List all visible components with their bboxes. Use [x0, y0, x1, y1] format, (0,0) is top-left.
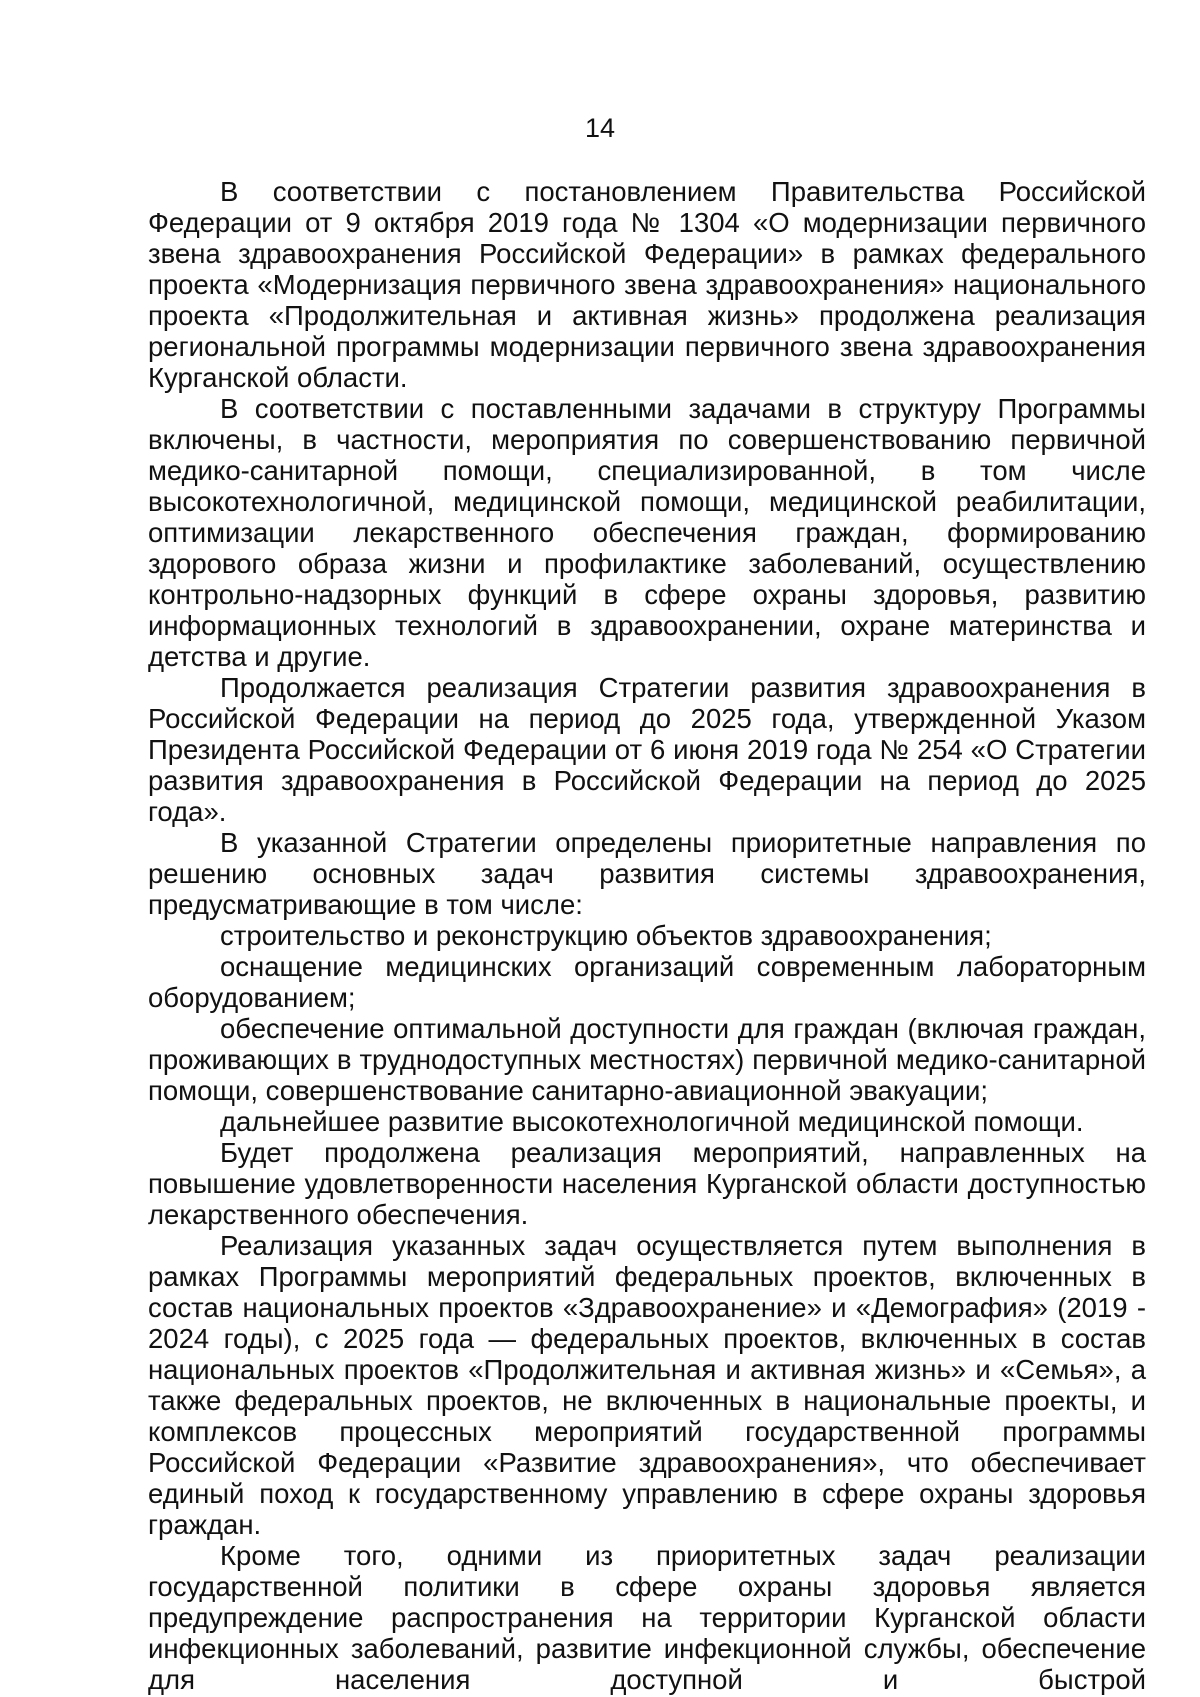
- list-item-construction: строительство и реконструкцию объектов здравоохранения;: [220, 920, 992, 951]
- list-item-primary-care-access: обеспечение оптимальной доступности для граждан (включая граждан, проживающих в труднодоступных местностях) первичной медико-санитарной помощи, совершенствование санитарно-авиационной эвакуации;: [148, 1013, 1146, 1106]
- paragraph-strategy-2025: Продолжается реализация Стратегии развития здравоохранения в Российской Федерации на период до 2025 года, утвержденной Указом Президента Российской Федерации от 6 июня 2019 года № 254 «О Стратегии развития здравоохранения в Российской Федерации на период до 2025 года».: [148, 672, 1146, 827]
- paragraph-program-structure: В соответствии с поставленными задачами в структуру Программы включены, в частности, мероприятия по совершенствованию первичной медико-санитарной помощи, специализированной, в том числе высокотехнологичной, медицинской помощи, медицинской реабилитации, оптимизации лекарственного обеспечения граждан, формированию здорового образа жизни и профилактике заболеваний, осуществлению контрольно-надзорных функций в сфере охраны здоровья, развитию информационных технологий в здравоохранении, охране материнства и детства и другие.: [148, 393, 1146, 672]
- paragraph-federal-projects: Реализация указанных задач осуществляется путем выполнения в рамках Программы мероприятий федеральных проектов, включенных в состав национальных проектов «Здравоохранение» и «Демография» (2019 - 2024 годы), с 2025 года — федеральных проектов, включенных в состав национальных проектов «Продолжительная и активная жизнь» и «Семья», а также федеральных проектов, не включенных в национальные проекты, и комплексов процессных мероприятий государственной программы Российской Федерации «Развитие здравоохранения», что обеспечивает единый поход к государственному управлению в сфере охраны здоровья граждан.: [148, 1230, 1146, 1540]
- paragraph-infection-control: Кроме того, одними из приоритетных задач реализации государственной политики в сфере охраны здоровья является предупреждение распространения на территории Курганской области инфекционных заболеваний, развитие инфекционной службы, обеспечение для населения доступной и быстрой: [148, 1540, 1146, 1695]
- list-item-high-tech-care: дальнейшее развитие высокотехнологичной медицинской помощи.: [220, 1106, 1084, 1137]
- paragraph-primary-care-modernization: В соответствии с постановлением Правительства Российской Федерации от 9 октября 2019 года № 1304 «О модернизации первичного звена здравоохранения Российской Федерации» в рамках федерального проекта «Модернизация первичного звена здравоохранения» национального проекта «Продолжительная и активная жизнь» продолжена реализация региональной программы модернизации первичного звена здравоохранения Курганской области.: [148, 176, 1146, 393]
- page-number: 14: [584, 113, 616, 143]
- document-body: [148, 176, 1146, 1695]
- paragraph-drug-supply: Будет продолжена реализация мероприятий, направленных на повышение удовлетворенности населения Курганской области доступностью лекарственного обеспечения.: [148, 1137, 1146, 1230]
- paragraph-strategy-priorities: В указанной Стратегии определены приоритетные направления по решению основных задач развития системы здравоохранения, предусматривающие в том числе:: [148, 827, 1146, 920]
- list-item-lab-equipment: оснащение медицинских организаций современным лабораторным оборудованием;: [148, 951, 1146, 1013]
